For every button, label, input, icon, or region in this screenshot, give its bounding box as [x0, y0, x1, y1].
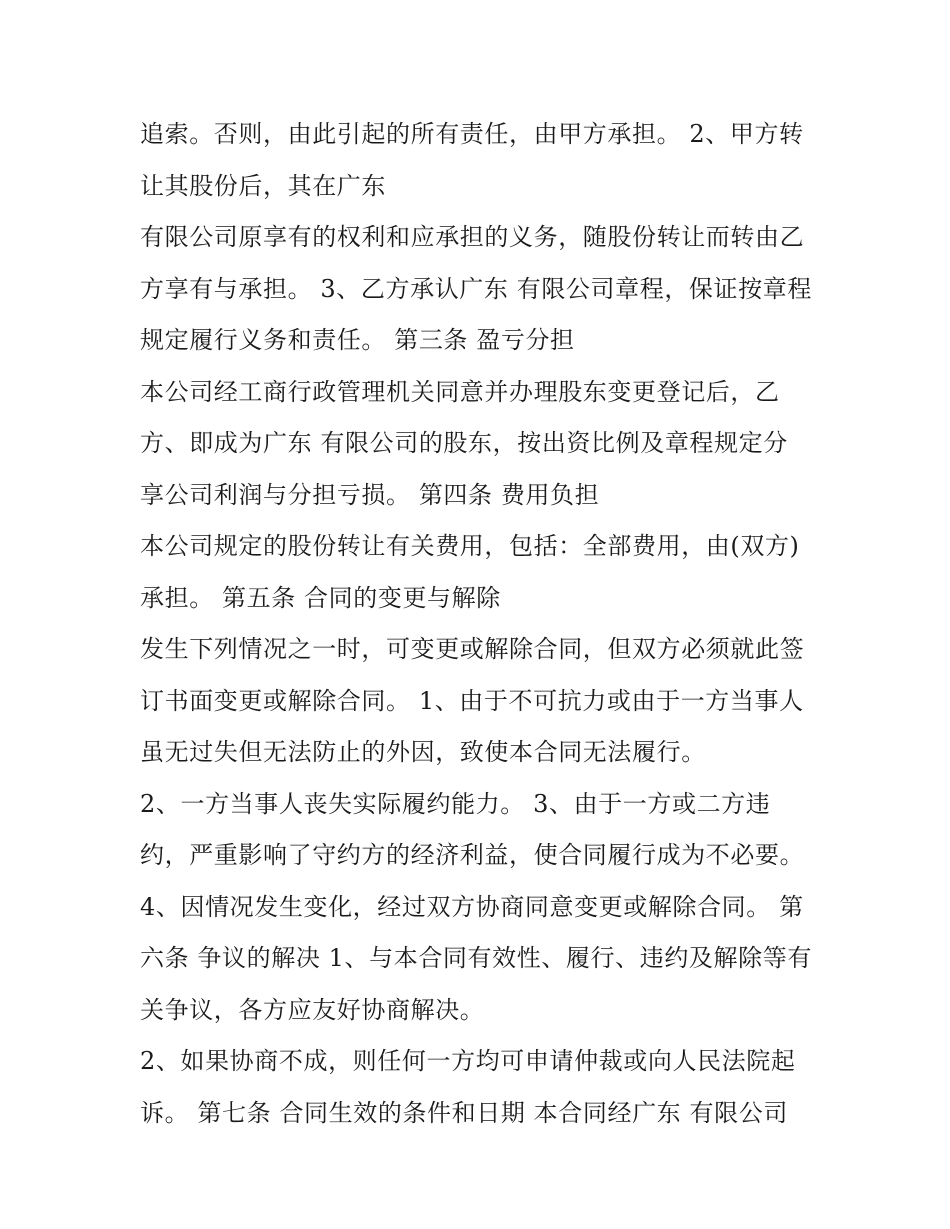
text-line: 订书面变更或解除合同。 1、由于不可抗力或由于一方当事人 [140, 686, 804, 715]
text-line: 追索。否则，由此引起的所有责任，由甲方承担。 2、甲方转 [140, 120, 804, 148]
text-line: 享公司利润与分担亏损。 第四条 费用负担 [140, 480, 600, 509]
text-line: 六条 争议的解决 1、与本合同有效性、履行、违约及解除等有 [140, 944, 812, 972]
text-line: 本公司经工商行政管理机关同意并办理股东变更登记后，乙 [140, 377, 780, 406]
text-line: 方享有与承担。 3、乙方承认广东 有限公司章程，保证按章程 [140, 274, 812, 303]
contract-body-text [140, 109, 820, 1139]
text-line: 本公司规定的股份转让有关费用，包括：全部费用，由(双方) [140, 532, 800, 560]
text-line: 4、因情况发生变化，经过双方协商同意变更或解除合同。 第 [140, 892, 804, 921]
text-line: 让其股份后，其在广东 [140, 171, 386, 200]
text-line: 有限公司原享有的权利和应承担的义务，随股份转让而转由乙 [140, 223, 805, 251]
text-line: 2、如果协商不成，则任何一方均可申请仲裁或向人民法院起 [140, 1047, 796, 1075]
text-line: 承担。 第五条 合同的变更与解除 [140, 583, 501, 612]
text-line: 约，严重影响了守约方的经济利益，使合同履行成为不必要。 [140, 841, 805, 869]
text-line: 关争议，各方应友好协商解决。 [140, 995, 485, 1024]
text-line: 发生下列情况之一时，可变更或解除合同，但双方必须就此签 [140, 635, 805, 663]
text-line: 2、一方当事人丧失实际履约能力。 3、由于一方或二方违 [140, 789, 771, 818]
text-line: 规定履行义务和责任。 第三条 盈亏分担 [140, 326, 575, 354]
text-line: 方、即成为广东 有限公司的股东，按出资比例及章程规定分 [140, 429, 788, 457]
text-line: 虽无过失但无法防止的外因，致使本合同无法履行。 [140, 738, 706, 766]
text-line: 诉。 第七条 合同生效的条件和日期 本合同经广东 有限公司 [140, 1098, 788, 1127]
